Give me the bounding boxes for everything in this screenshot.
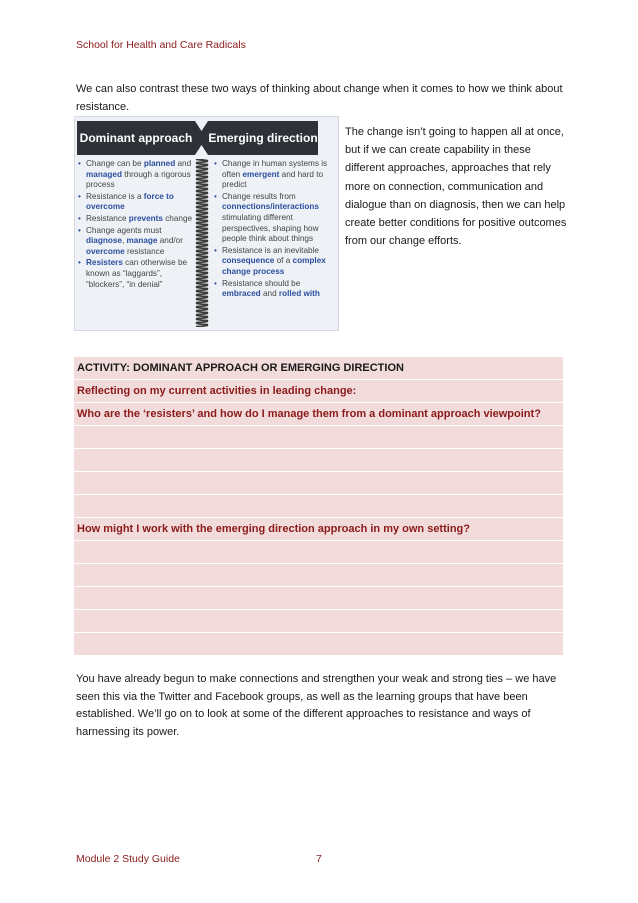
highlighted-term: force to overcome <box>86 191 174 212</box>
left-bullet-item <box>78 159 194 191</box>
bullet-text: Change results from <box>222 191 296 201</box>
right-bullet-item <box>214 279 334 300</box>
side-paragraph: The change isn’t going to happen all at once, but if we can create capability in these different approaches, approaches that rely more on connection, communication and dialogue than on diagnosis, then we can help create better conditions for positive outcomes from our change efforts. <box>345 126 567 248</box>
dominant-approach-list <box>78 159 194 291</box>
activity-table <box>74 357 563 656</box>
highlighted-term: consequence <box>222 256 275 266</box>
bullet-text: , <box>121 236 127 246</box>
bullet-text: Resistance is an inevitable <box>222 245 319 255</box>
closing-paragraph: You have already begun to make connections and strengthen your weak and strong ties – we have seen this via the Twitter and Facebook groups, as well as the learning groups that have been established. We’ll go on to look at some of the different approaches to resistance and ways of harnessing its power. <box>76 673 557 738</box>
bullet-text: change <box>162 213 193 223</box>
question-resisters: Who are the ‘resisters’ and how do I manage them from a dominant approach viewpoint? <box>74 403 563 426</box>
left-bullet-item <box>78 214 194 225</box>
answer-line[interactable] <box>74 564 563 587</box>
page-number: 7 <box>316 853 322 865</box>
answer-line[interactable] <box>74 426 563 449</box>
bullet-text: can otherwise be known as “laggards”, “blockers”, “in denial” <box>86 258 188 289</box>
highlighted-term: connections/interactions <box>222 202 319 212</box>
activity-prompt: Reflecting on my current activities in leading change: <box>74 380 563 403</box>
highlighted-term: manage <box>126 236 158 246</box>
left-bullet-item <box>78 258 194 290</box>
bullet-text: and hard to predict <box>222 169 324 190</box>
highlighted-term: overcome <box>86 246 125 256</box>
bullet-text: stimulating different perspectives, shaping how people think about things <box>222 212 319 244</box>
bullet-text: and <box>175 159 192 168</box>
highlighted-term: diagnose <box>86 236 122 246</box>
question-emerging-direction: How might I work with the emerging direction approach in my own setting? <box>74 518 563 541</box>
bullet-text: Change can be <box>86 159 144 168</box>
bullet-text: resistance <box>124 246 165 256</box>
bullet-text: and <box>260 289 279 299</box>
bullet-text: of a <box>274 256 293 266</box>
bullet-text: Resistance is a <box>86 191 144 201</box>
dominant-approach-heading: Dominant approach <box>77 121 195 155</box>
running-header: School for Health and Care Radicals <box>76 39 246 51</box>
zigzag-divider-icon <box>192 159 212 327</box>
bullet-text: Resistance should be <box>222 278 301 288</box>
highlighted-term: emergent <box>242 169 280 179</box>
answer-line[interactable] <box>74 541 563 564</box>
intro-paragraph: We can also contrast these two ways of thinking about change when it comes to how we think about resistance. <box>76 83 563 113</box>
bullet-text: Resistance <box>86 213 129 223</box>
left-bullet-item <box>78 192 194 213</box>
answer-line[interactable] <box>74 610 563 633</box>
highlighted-term: Resisters <box>86 258 123 268</box>
answer-line[interactable] <box>74 472 563 495</box>
highlighted-term: planned <box>143 159 176 168</box>
answer-line[interactable] <box>74 495 563 518</box>
left-bullet-item <box>78 226 194 258</box>
emerging-direction-list <box>214 159 334 301</box>
highlighted-term: prevents <box>128 213 163 223</box>
footer-doc-title: Module 2 Study Guide <box>76 853 180 865</box>
bullet-text: through a rigorous process <box>86 169 191 190</box>
bullet-text: and/or <box>157 236 183 246</box>
answer-line[interactable] <box>74 633 563 656</box>
right-heading-arrow <box>197 121 208 155</box>
highlighted-term: embraced <box>222 289 261 299</box>
right-bullet-item <box>214 159 334 191</box>
highlighted-term: rolled with <box>278 289 320 299</box>
answer-line[interactable] <box>74 449 563 472</box>
bullet-text: Change in human systems is often <box>222 159 328 179</box>
emerging-direction-heading: Emerging direction <box>208 121 318 155</box>
highlighted-term: managed <box>86 169 122 179</box>
activity-title: ACTIVITY: DOMINANT APPROACH OR EMERGING DIRECTION <box>74 357 563 380</box>
bullet-text: Change agents must <box>86 225 162 235</box>
right-bullet-item <box>214 246 334 278</box>
right-bullet-item <box>214 192 334 245</box>
highlighted-term: complex change process <box>222 256 326 276</box>
comparison-figure <box>74 116 339 331</box>
answer-line[interactable] <box>74 587 563 610</box>
